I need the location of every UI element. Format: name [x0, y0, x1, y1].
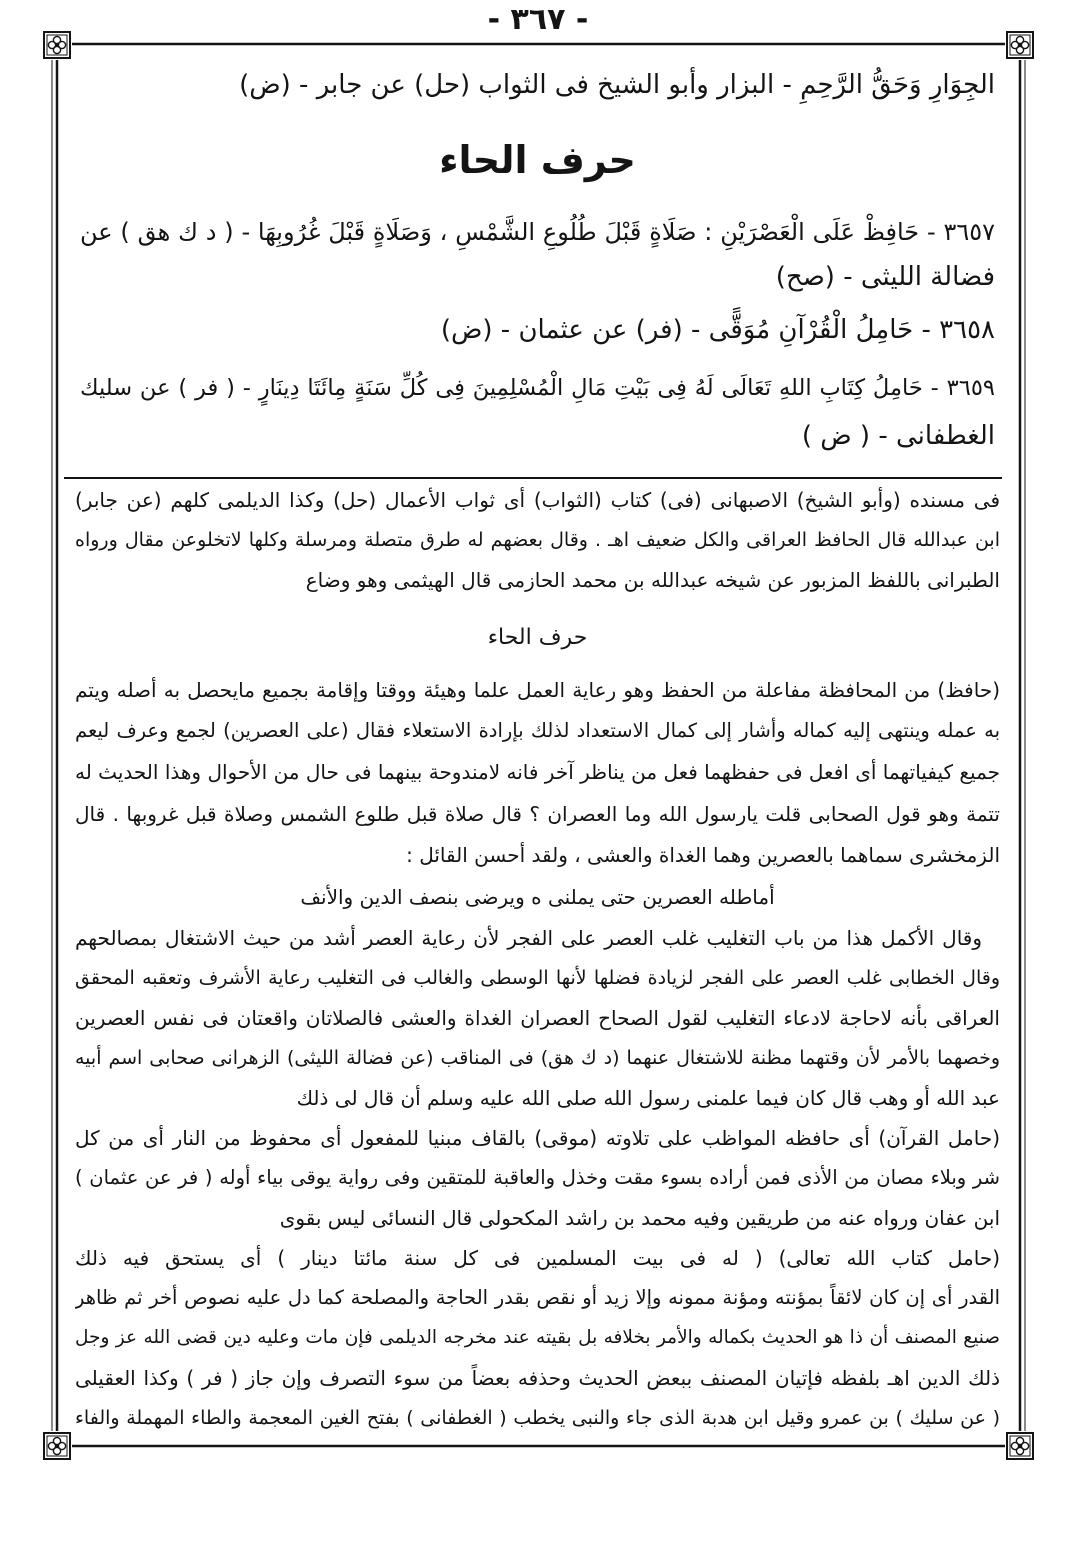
commentary-line: وقال الأكمل هذا من باب التغليب غلب العصر على الفجر لأن رعاية العصر أشد من حيث الاشتغال بمصالحهم — [75, 926, 982, 950]
commentary-heading: حرف الحاء — [487, 625, 588, 650]
hadith-3659-line: ٣٦٥٩ - حَامِلُ كِتَابِ اللهِ تَعَالَى لَهُ فِى بَيْتِ مَالِ الْمُسْلِمِينَ فِى كُلِّ سَنَةٍ مِائَتَا دِينَارٍ - ( فر ) عن سليك — [80, 375, 995, 401]
commentary-line: به عمله وينتهى إليه كماله وأشار إلى كمال الاستعداد لذلك بإرادة الاستعلاء فقال (على العصرين) لجمع وعرف ليعم — [75, 719, 1000, 742]
commentary-line: (حامل كتاب الله تعالى) ( له فى بيت المسلمين فى كل سنة مائتا دينار ) أى يستحق فيه ذلك — [75, 1246, 1000, 1270]
commentary-line: العراقى بأنه لاحاجة لادعاء التغليب لقول الصحاح العصران الغداة والعشى فالصلاتان واقعتان فى نفس العصرين — [75, 1006, 1000, 1030]
commentary-line: ابن عفان ورواه عنه من طريقين وفيه محمد بن راشد المكحولى قال النسائى ليس بقوى — [279, 1206, 1000, 1230]
commentary-line: فى مسنده (وأبو الشيخ) الاصبهانى (فى) كتاب (الثواب) أى ثواب الأعمال (حل) وكذا الديلمى كلهم (عن جابر) — [75, 488, 1000, 512]
commentary-line: تتمة وهو قول الصحابى قلت يارسول الله وما العصران ؟ قال صلاة قبل طلوع الشمس وصلاة قبل غروبها . قال — [75, 802, 1000, 826]
commentary-line: (حامل القرآن) أى حافظه المواظب على تلاوته (موقى) بالقاف مبنيا للمفعول أى محفوظ من النار أى من كل — [75, 1126, 1000, 1150]
commentary-line: القدر أى إن كان لائقاً بمؤنته ومؤنة ممونه وإلا زيد أو نقص بقدر الحاجة والمصلحة كما دل عليه نصوص أخر ثم ظاهر — [75, 1286, 1000, 1309]
commentary-line: الطبرانى باللفظ المزبور عن شيخه عبدالله بن محمد الحازمى قال الهيثمى وهو وضاع — [305, 568, 1000, 592]
commentary-line: وخصهما بالأمر لأن وقتهما مظنة للاشتغال عنهما (د ك هق) فى المناقب (عن فضالة الليثى) الزهرانى صحابى اسم أبيه — [75, 1047, 1000, 1069]
commentary-line: الزمخشرى سماهما بالعصرين وهما الغداة والعشى ، ولقد أحسن القائل : — [406, 843, 1000, 867]
commentary-line: وقال الخطابى غلب العصر على الفجر لزيادة فضلها لأنها الوسطى والغالب فى التغليب رعاية الأشرف وتعقبه المحقق — [75, 967, 1000, 989]
corner-ornament-icon — [1005, 1431, 1035, 1461]
commentary-line: شر وبلاء مصان من الأذى فمن أراده بسوء مقت وخذل والعاقبة للمتقين وفى رواية يوقى بياء أوله ( فر عن عثمان ) — [75, 1166, 1000, 1189]
commentary-line: صنيع المصنف أن ذا هو الحديث بكماله والأمر بخلافه بل بقيته عند مخرجه الديلمى فإن مات وعليه دين قضى الله عز وجل — [75, 1327, 1000, 1348]
corner-ornament-icon — [42, 1431, 72, 1461]
matn-continuation-line: الجِوَارِ وَحَقُّ الرَّحِمِ - البزار وأبو الشيخ فى الثواب (حل) عن جابر - (ض) — [239, 70, 995, 100]
matn-heading: حرف الحاء — [439, 138, 636, 182]
hadith-3658-line: ٣٦٥٨ - حَامِلُ الْقُرْآنِ مُوَقًّى - (فر) عن عثمان - (ض) — [440, 315, 995, 345]
section-divider — [64, 477, 1002, 479]
hadith-3657-line: ٣٦٥٧ - حَافِظْ عَلَى الْعَصْرَيْنِ : صَلَاةٍ قَبْلَ طُلُوعِ الشَّمْسِ ، وَصَلَاةٍ قَبْلَ غُرُوبِهَا - ( د ك هق ) عن — [80, 218, 995, 246]
page-number: - ٣٦٧ - — [487, 2, 589, 37]
commentary-line: عبد الله أو وهب قال كان فيما علمنى رسول الله صلى الله عليه وسلم أن قال لى ذلك — [296, 1086, 1000, 1110]
poem-verse: أماطله العصرين حتى يملنى ه ويرضى بنصف الدين والأنف — [300, 885, 775, 909]
commentary-line: (حافظ) من المحافظة مفاعلة من الحفظ وهو رعاية العمل علما وهيئة ووقتا وإقامة بجميع مايحصل به أصله ويتم — [75, 678, 1000, 702]
commentary-line: ذلك الدين اهـ بلفظه فإتيان المصنف ببعض الحديث وحذفه بعضاً من سوء التصرف وإن جاز ( فر ) وكذا العقيلى — [75, 1366, 1000, 1390]
commentary-line: جميع كيفياتهما أى افعل فى حفظهما فعل من يناظر آخر فانه لامندوحة بينهما فى حال من الأحوال وهذا الحديث له — [75, 760, 1000, 784]
commentary-line: ( عن سليك ) بن عمرو وقيل ابن هدبة الذى جاء والنبى يخطب ( الغطفانى ) بفتح الغين المعجمة والطاء المهملة والفاء — [75, 1407, 1000, 1429]
commentary-line: ابن عبدالله قال الحافظ العراقى والكل ضعيف اهـ . وقال بعضهم له طرق متصلة ومرسلة وكلها لاتخلوعن مقال ورواه — [75, 529, 1000, 551]
hadith-3657-line: فضالة الليثى - (صح) — [775, 262, 995, 292]
hadith-3659-line: الغطفانى - ( ض ) — [801, 421, 995, 451]
